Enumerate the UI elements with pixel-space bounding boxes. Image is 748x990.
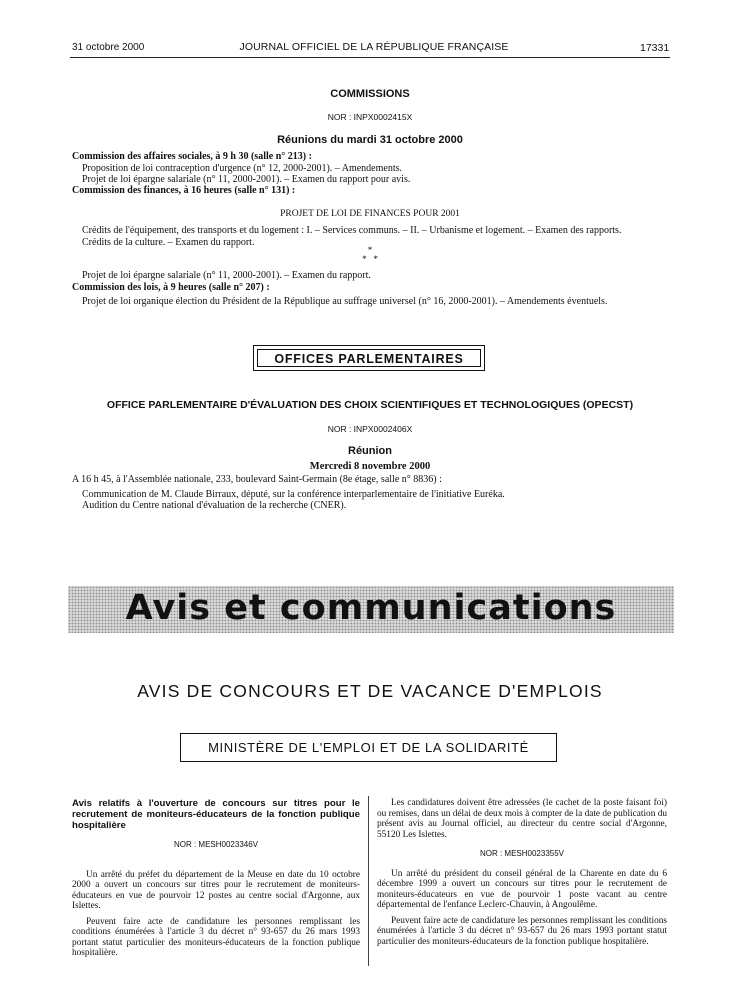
left-column [72,798,360,964]
right-column-para: Peuvent faire acte de candidature les personnes remplissant les conditions énumérées à l'article 3 du décret n° 93-657 du 26 mars 1993 portant statut particulier des moniteurs-éducateurs de la fonction publique hospitalière. [377,915,667,947]
star-top: * [367,245,373,255]
offices-box-title: OFFICES PARLEMENTAIRES [257,349,481,367]
avis-banner [68,586,674,633]
commissions-nor: NOR : INPX0002415X [327,112,413,122]
left-column-heading: Avis relatifs à l'ouverture de concours sur titres pour le recrutement de moniteurs-éducateurs de la fonction publique hospitalière [72,798,360,831]
right-column-para: Un arrêté du président du conseil général de la Charente en date du 6 décembre 1999 a ouvert un concours sur titres pour le recrutement de moniteurs-éducateurs en vue de pourvoir 1 poste vacant au centre départemental de l'enfance Leclerc-Chauvin, à Angoulême. [377,868,667,910]
avis-heading: AVIS DE CONCOURS ET DE VACANCE D'EMPLOIS [137,681,603,701]
reunion-item: Audition du Centre national d'évaluation de la recherche (CNER). [82,500,347,511]
header-date: 31 octobre 2000 [72,42,145,53]
right-column-nor: NOR : MESH0023355V [479,849,565,858]
commission-item: Crédits de la culture. – Examen du rapport. [82,237,255,248]
reunion-location: A 16 h 45, à l'Assemblée nationale, 233, boulevard Saint-Germain (8e étage, salle n° 8836) : [72,474,442,485]
right-column-para: Les candidatures doivent être adressées (le cachet de la poste faisant foi) ou remises, dans un délai de deux mois à compter de la date de publication du présent avis au Journal officiel, au directeur du centre social d'Argonne, 55120 Les Islettes. [377,798,667,840]
reunion-item: Communication de M. Claude Birraux, député, sur la conférence interparlementaire de l'initiative Euréka. [82,489,505,500]
left-column-para: Peuvent faire acte de candidature les personnes remplissant les conditions énumérées à l'article 3 du décret n° 93-657 du 26 mars 1993 portant statut particulier des moniteurs-éducateurs de la fonction publique hospitalière. [72,916,360,958]
opecst-nor: NOR : INPX0002406X [327,424,413,434]
journal-title: JOURNAL OFFICIEL DE LA RÉPUBLIQUE FRANÇAISE [239,41,509,53]
commission-item: Projet de loi épargne salariale (n° 11, 2000-2001). – Examen du rapport pour avis. [82,174,411,185]
header-rule [70,57,670,58]
column-separator [368,796,369,966]
commission-item: Projet de loi épargne salariale (n° 11, 2000-2001). – Examen du rapport. [82,270,371,281]
left-column-para: Un arrêté du préfet du département de la Meuse en date du 10 octobre 2000 a ouvert un concours sur titres pour le recrutement de moniteurs-éducateurs en vue de pourvoir 12 postes au centre social d'Argonne, aux Islettes. [72,869,360,911]
page-number: 17331 [640,42,670,54]
reunion-date: Mercredi 8 novembre 2000 [309,461,431,472]
opecst-title: OFFICE PARLEMENTAIRE D'ÉVALUATION DES CHOIX SCIENTIFIQUES ET TECHNOLOGIQUES (OPECST) [106,399,634,411]
commission-item: Proposition de loi contraception d'urgence (n° 12, 2000-2001). – Amendements. [82,163,402,174]
star-bottom: * * [362,254,378,264]
commissions-meeting-title: Réunions du mardi 31 octobre 2000 [277,134,463,146]
right-column [377,798,667,952]
commission-item: Projet de loi organique élection du Président de la République au suffrage universel (n° 16, 2000-2001). – Amendements éventuels. [82,296,608,307]
reunion-title: Réunion [348,445,392,457]
offices-box [253,345,485,371]
commissions-title: COMMISSIONS [330,88,410,100]
ministry-box: MINISTÈRE DE L'EMPLOI ET DE LA SOLIDARITÉ [180,733,557,762]
left-column-nor: NOR : MESH0023346V [173,840,259,849]
commission-affaires-sociales: Commission des affaires sociales, à 9 h 30 (salle n° 213) : [72,151,312,162]
spacer [72,860,360,870]
stars-separator [70,246,670,264]
commission-lois: Commission des lois, à 9 heures (salle n° 207) : [72,282,270,293]
commission-item: Crédits de l'équipement, des transports et du logement : I. – Services communs. – II. – Urbanisme et logement. – Examen des rapports. [82,225,622,236]
avis-banner-title: Avis et communications [125,588,617,628]
commission-finances: Commission des finances, à 16 heures (salle n° 131) : [72,185,296,196]
plf-subtitle: PROJET DE LOI DE FINANCES POUR 2001 [280,209,460,219]
